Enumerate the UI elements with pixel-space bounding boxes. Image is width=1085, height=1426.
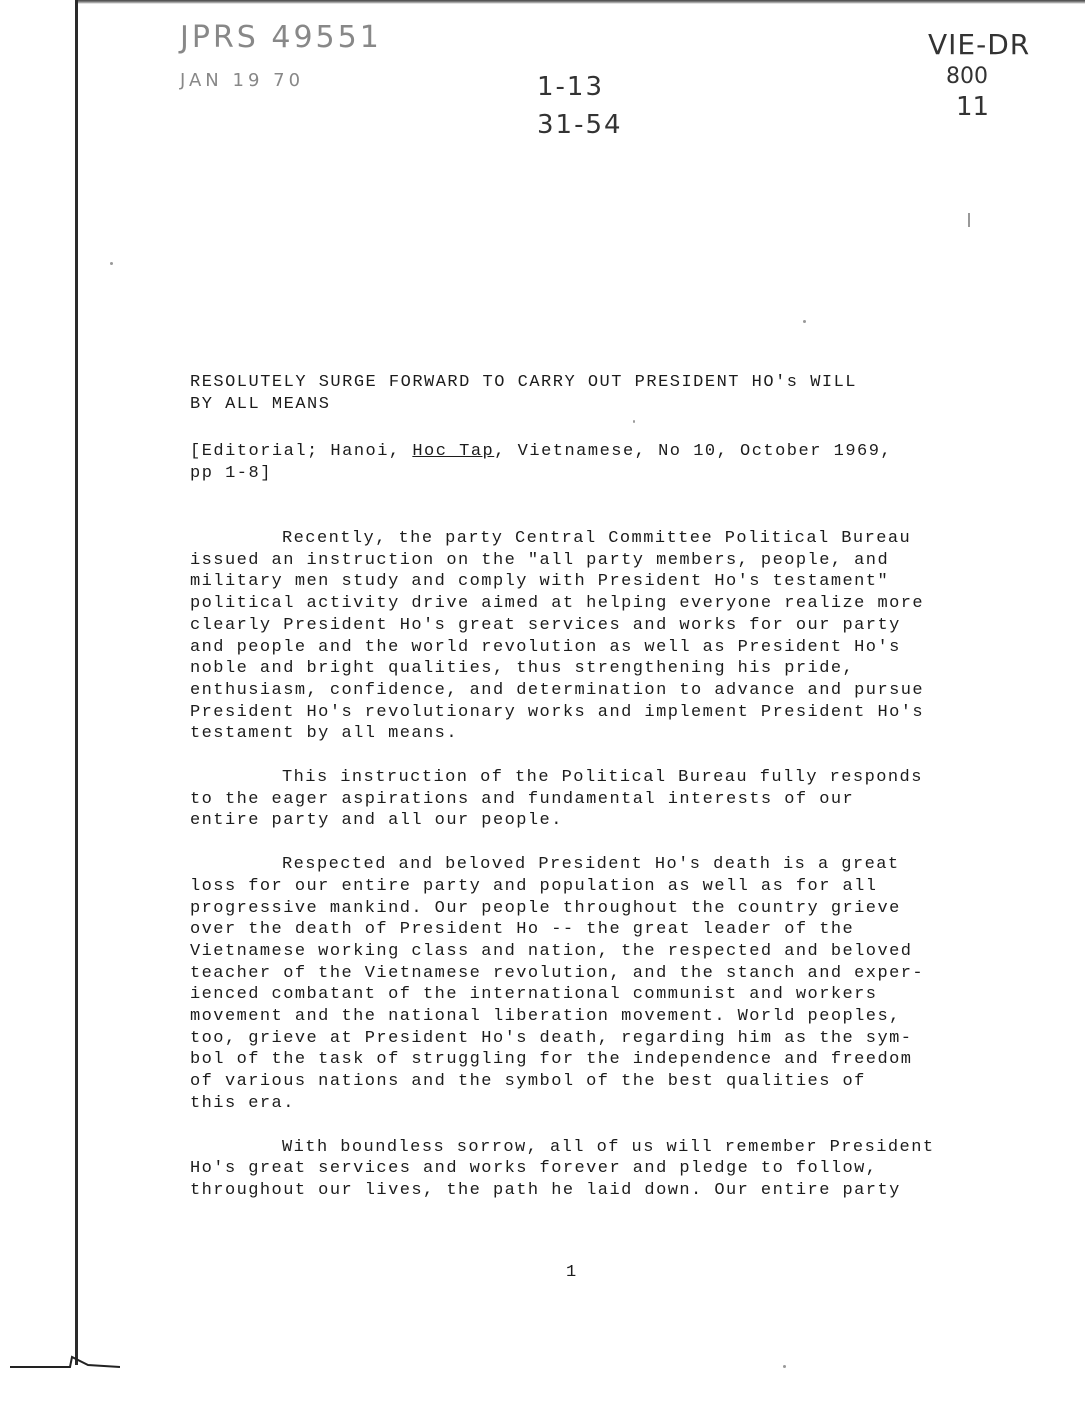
paragraph (190, 854, 1020, 1114)
text-line: Ho's great services and works forever and pledge to follow, (190, 1159, 878, 1179)
headline-line: BY ALL MEANS (190, 395, 331, 414)
handwritten-date: JAN 19 70 (180, 70, 305, 91)
text-line: military men study and comply with President Ho's testament" (190, 572, 890, 592)
article-headline (190, 372, 970, 416)
text-line: Recently, the party Central Committee Political Bureau (282, 529, 912, 548)
article-body (190, 528, 1020, 1224)
headline-line: RESOLUTELY SURGE FORWARD TO CARRY OUT PRESIDENT HO's WILL (190, 373, 857, 392)
scan-speck (783, 1365, 786, 1368)
text-line: loss for our entire party and population as well as for all (190, 876, 878, 896)
text-line: entire party and all our people. (190, 811, 563, 831)
text-line: Respected and beloved President Ho's death is a great (282, 855, 900, 875)
text-line: and people and the world revolution as well as President Ho's (190, 637, 901, 657)
source-suffix: , Vietnamese, No 10, October 1969, (494, 442, 893, 461)
text-line: teacher of the Vietnamese revolution, and the stanch and exper- (190, 963, 925, 983)
text-line: This instruction of the Political Bureau fully responds (282, 768, 923, 788)
text-line: President Ho's revolutionary works and implement President Ho's (190, 702, 925, 722)
text-line: bol of the task of struggling for the independence and freedom (190, 1050, 913, 1070)
corner-scan-mark (10, 1345, 120, 1375)
text-line: this era. (190, 1093, 295, 1113)
handwritten-page-range: 1-13 (537, 72, 605, 102)
paragraph (190, 767, 1020, 832)
source-prefix: [Editorial; Hanoi, (190, 442, 413, 461)
handwritten-category-code: VIE-DR (928, 28, 1031, 61)
handwritten-page-range-2: 31-54 (537, 110, 623, 140)
handwritten-code-number: 800 (946, 64, 988, 89)
text-line: With boundless sorrow, all of us will remember President (282, 1137, 935, 1157)
handwritten-code-suffix: 11 (956, 92, 990, 122)
text-line: Vietnamese working class and nation, the respected and beloved (190, 941, 913, 961)
source-pages: pp 1-8] (190, 464, 272, 483)
text-line: throughout our lives, the path he laid down. Our entire party (190, 1180, 901, 1200)
text-line: movement and the national liberation movement. World peoples, (190, 1007, 901, 1027)
scan-speck (968, 213, 970, 227)
text-line: issued an instruction on the "all party members, people, and (190, 550, 890, 570)
scan-speck (110, 262, 113, 265)
paragraph (190, 1137, 1020, 1202)
paragraph (190, 528, 1020, 745)
page-top-edge (75, 0, 1085, 4)
text-line: enthusiasm, confidence, and determination to advance and pursue (190, 680, 925, 700)
page-number: 1 (566, 1263, 577, 1282)
scan-speck (803, 320, 806, 323)
handwritten-accession-number: JPRS 49551 (180, 20, 382, 55)
text-line: progressive mankind. Our people throughout the country grieve (190, 898, 901, 918)
page-left-edge (75, 0, 78, 1365)
text-line: to the eager aspirations and fundamental interests of our (190, 789, 855, 809)
scan-speck (633, 420, 635, 423)
source-publication: Hoc Tap (412, 442, 495, 461)
text-line: noble and bright qualities, thus strengthening his pride, (190, 659, 855, 679)
text-line: over the death of President Ho -- the great leader of the (190, 920, 855, 940)
source-citation (190, 441, 990, 485)
text-line: of various nations and the symbol of the best qualities of (190, 1072, 866, 1092)
text-line: testament by all means. (190, 724, 458, 744)
text-line: political activity drive aimed at helping everyone realize more (190, 594, 925, 614)
text-line: ienced combatant of the international communist and workers (190, 985, 878, 1005)
text-line: clearly President Ho's great services and works for our party (190, 615, 901, 635)
text-line: too, grieve at President Ho's death, regarding him as the sym- (190, 1028, 913, 1048)
